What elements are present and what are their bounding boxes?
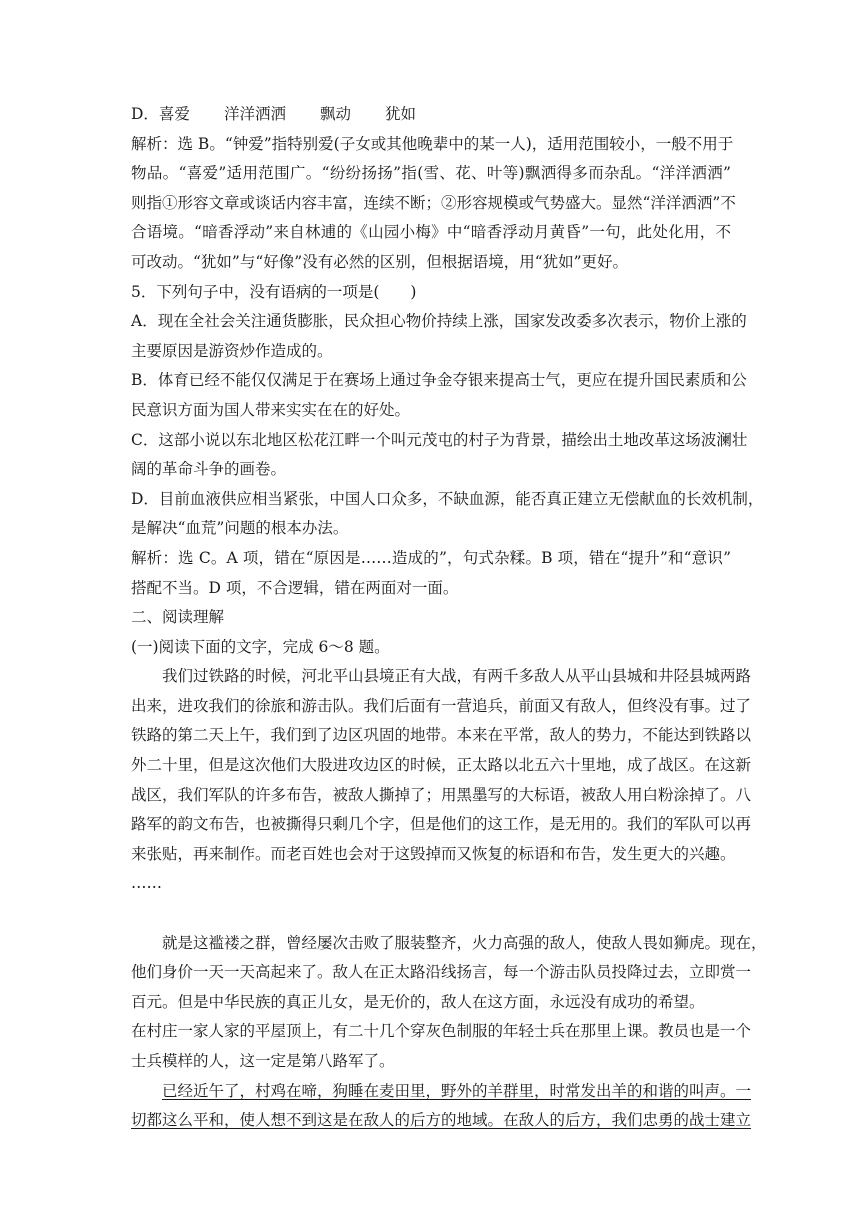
section-instruction: (一)阅读下面的文字，完成 6～8 题。 (131, 637, 390, 656)
q5-option-d (131, 485, 764, 544)
q4-analysis-line: 解析：选 B。“钟爱”指特别爱(子女或其他晚辈中的某一人)，适用范围较小，一般不用于 (131, 134, 734, 153)
q5-analysis-line: 搭配不当。D 项，不合逻辑，错在两面对一面。 (131, 578, 459, 597)
q4-analysis-line: 物品。“喜爱”适用范围广。“纷纷扬扬”指(雪、花、叶等)飘洒得多而杂乱。“洋洋洒洒” (131, 164, 731, 183)
passage-line: 我们过铁路的时候，河北平山县境正有大战，有两千多敌人从平山县城和井陉县城两路 (162, 667, 752, 686)
passage-line: 出来，进攻我们的徐旅和游击队。我们后面有一营追兵，前面又有敌人，但终没有事。过了 (131, 696, 752, 715)
passage-line: 外二十里，但是这次他们大股进攻边区的时候，正太路以北五六十里地，成了战区。在这新 (131, 756, 752, 775)
passage-line: 战区，我们军队的许多布告，被敌人撕掉了；用黑墨写的大标语，被敌人用白粉涂掉了。八 (131, 785, 752, 804)
q5-option-c-line: C．这部小说以东北地区松花江畔一个叫元茂屯的村子为背景，描绘出土地改革这场波澜壮 (131, 430, 748, 449)
q5-option-b-line: B．体育已经不能仅仅满足于在赛场上通过争金夺银来提高士气，更应在提升国民素质和公 (131, 371, 747, 390)
passage-line: 来张贴，再来制作。而老百姓也会对于这毁掉而又恢复的标语和布告，发生更大的兴趣。 (131, 844, 736, 863)
q5-option-a (131, 307, 747, 366)
q4-analysis-line: 合语境。“暗香浮动”来自林逋的《山园小梅》中“暗香浮动月黄昏”一句，此处化用，不 (131, 223, 731, 242)
passage-line-underlined (131, 1077, 752, 1107)
passage-line: 他们身价一天一天高起来了。敌人在正太路沿线扬言，每一个游击队员投降过去，立即赏一 (131, 963, 752, 982)
q5-stem: 5．下列句子中，没有语病的一项是( ) (131, 282, 417, 301)
q4-analysis (131, 130, 736, 278)
passage-paragraph-3 (131, 1017, 752, 1076)
q4-option-d-item: 犹如 (384, 105, 416, 123)
q5-analysis (131, 544, 731, 603)
q5-option-d-line: 是解决“血荒”问题的根本办法。 (131, 519, 349, 538)
q5-option-d-line: D．目前血液供应相当紧张，中国人口众多，不缺血源，能否真正建立无偿献血的长效机制， (131, 489, 764, 508)
paragraph-gap (131, 899, 731, 929)
q5-option-a-line: A．现在全社会关注通货膨胀，民众担心物价持续上涨，国家发改委多次表示，物价上涨的 (131, 312, 747, 331)
q4-analysis-line: 可改动。“犹如”与“好像”没有必然的区别，但根据语境，用“犹如”更好。 (131, 252, 629, 271)
passage-line: 百元。但是中华民族的真正儿女，是无价的，敌人在这方面，永远没有成功的希望。 (131, 992, 705, 1011)
q5-option-a-line: 主要原因是游资炒作造成的。 (131, 341, 333, 360)
q4-option-d-label: D．喜爱 (131, 105, 190, 123)
q4-option-d (131, 100, 731, 130)
underlined-text: 已经近午了，村鸡在啼，狗睡在麦田里，野外的羊群里，时常发出羊的和谐的叫声。一 (162, 1081, 752, 1100)
q5-option-b-line: 民意识方面为国人带来实实在在的好处。 (131, 400, 411, 419)
underlined-text: 切都这么平和，使人想不到这是在敌人的后方的地域。在敌人的后方，我们忠勇的战士建立 (131, 1111, 752, 1130)
q5-option-b (131, 366, 747, 425)
q4-option-d-item: 飘动 (319, 105, 351, 123)
passage-line: 在村庄一家人家的平屋顶上，有二十几个穿灰色制服的年轻士兵在那里上课。教员也是一个 (131, 1022, 752, 1041)
q5-option-c (131, 426, 748, 485)
passage-line: 士兵模样的人，这一定是第八路军了。 (131, 1052, 395, 1070)
q4-option-d-item: 洋洋洒洒 (223, 105, 286, 123)
q5-option-c-line: 阔的革命斗争的画卷。 (131, 460, 287, 479)
passage-paragraph-1 (131, 662, 752, 869)
passage-paragraph-4 (131, 1077, 752, 1136)
passage-line: 路军的韵文布告，也被撕得只剩几个字，但是他们的这工作，是无用的。我们的军队可以再 (131, 815, 752, 834)
passage-paragraph-2 (131, 929, 767, 1018)
passage-ellipsis: …… (131, 874, 162, 893)
passage-line-underlined (131, 1106, 752, 1136)
q5-analysis-line: 解析：选 C。A 项，错在“原因是……造成的”，句式杂糅。B 项，错在“提升”和“意识” (131, 548, 731, 567)
passage-line: 铁路的第二天上午，我们到了边区巩固的地带。本来在平常，敌人的势力，不能达到铁路以 (131, 726, 752, 745)
section-title: 二、阅读理解 (131, 608, 225, 627)
document-page (131, 100, 767, 1136)
passage-line: 就是这褴褛之群，曾经屡次击败了服装整齐，火力高强的敌人，使敌人畏如狮虎。现在， (162, 933, 767, 952)
q4-analysis-line: 则指①形容文章或谈话内容丰富，连续不断；②形容规模或气势盛大。显然“洋洋洒洒”不 (131, 193, 736, 212)
